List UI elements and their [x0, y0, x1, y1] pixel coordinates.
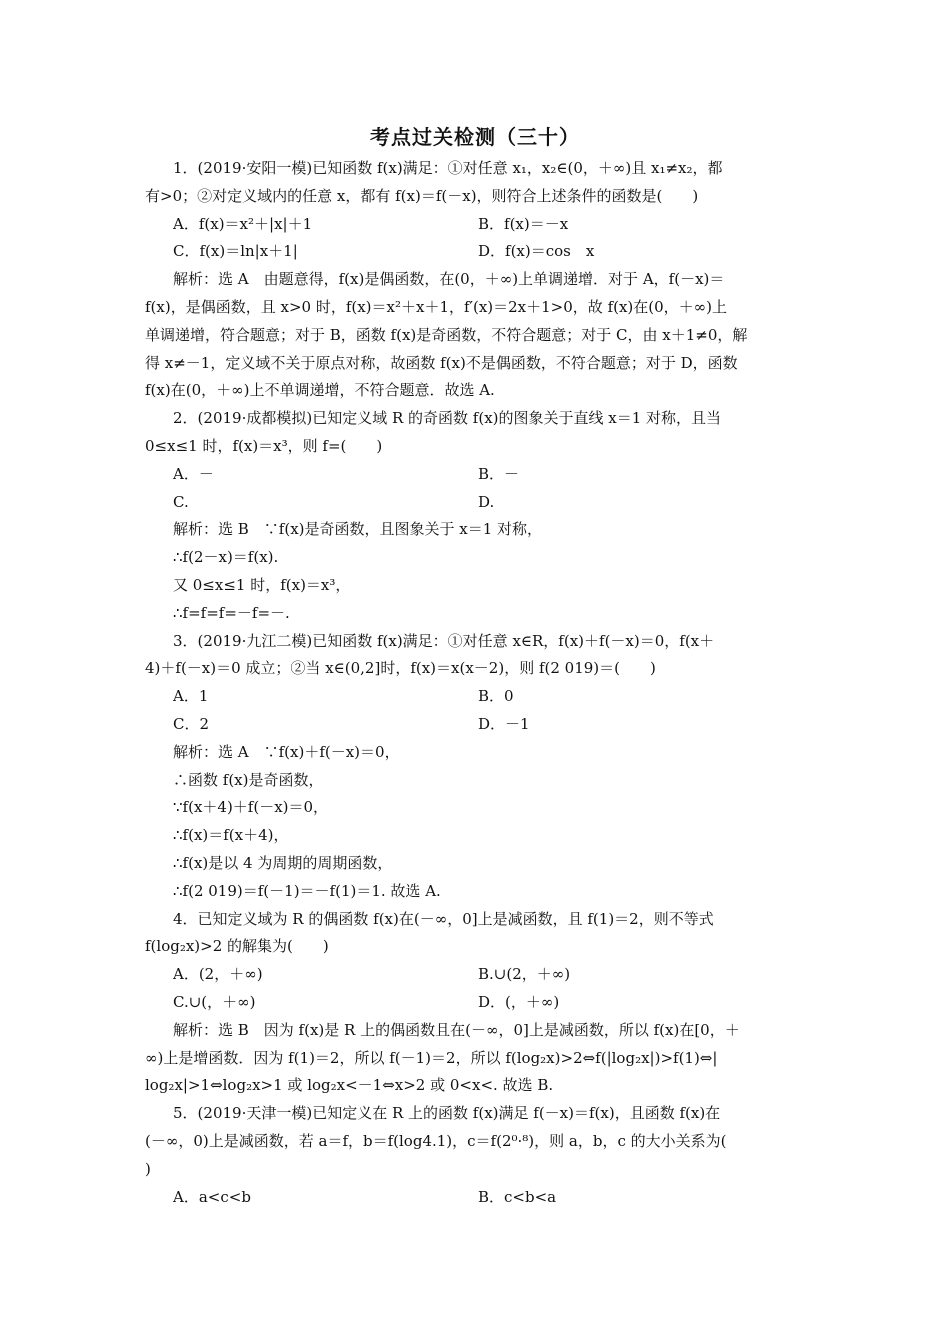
text-line: 4)＋f(－x)＝0 成立；②当 x∈(0,2]时，f(x)＝x(x－2)，则 f(2 019)＝( ): [145, 659, 656, 677]
text-line: 5．(2019·天津一模)已知定义在 R 上的函数 f(x)满足 f(－x)＝f(x)，且函数 f(x)在: [173, 1104, 721, 1122]
text-line: 0≤x≤1 时，f(x)＝x³，则 f=( ): [145, 437, 383, 455]
option-right: D．(，＋∞): [478, 993, 560, 1011]
page-title: 考点过关检测（三十）: [370, 125, 580, 149]
text-line: (－∞，0)上是减函数，若 a＝f，b＝f(log4.1)，c＝f(2⁰·⁸)，则 a，b，c 的大小关系为(: [145, 1132, 727, 1150]
option-right: D．－1: [478, 715, 530, 733]
text-line: 单调递增，符合题意；对于 B，函数 f(x)是奇函数，不符合题意；对于 C，由 x＋1≠0，解: [145, 326, 748, 344]
text-line: ∴f(x)是以 4 为周期的周期函数，: [173, 854, 393, 872]
text-line: 3．(2019·九江二模)已知函数 f(x)满足：①对任意 x∈R，f(x)＋f(－x)＝0，f(x＋: [173, 632, 715, 650]
text-line: 解析：选 A 由题意得，f(x)是偶函数，在(0，＋∞)上单调递增．对于 A，f(－x)＝: [173, 270, 725, 288]
text-line: ∴f(2 019)＝f(－1)＝－f(1)＝1. 故选 A.: [173, 882, 441, 900]
text-line: C．f(x)＝ln|x＋1|: [173, 242, 298, 260]
text-line: A．－: [173, 465, 214, 483]
text-line: ∞)上是增函数．因为 f(1)＝2，所以 f(－1)＝2，所以 f(log₂x)>2⇔f(|log₂x|)>f(1)⇔|: [145, 1049, 718, 1067]
option-right: B．0: [478, 687, 514, 705]
option-right: B．c<b<a: [478, 1188, 557, 1206]
text-line: 得 x≠－1，定义域不关于原点对称，故函数 f(x)不是偶函数，不符合题意；对于 D，函数: [145, 354, 738, 372]
text-line: C.: [173, 493, 189, 511]
text-line: A．1: [173, 687, 209, 705]
text-line: C.∪(，＋∞): [173, 993, 256, 1011]
option-right: D.: [478, 493, 495, 511]
option-right: B．f(x)＝－x: [478, 215, 569, 233]
text-line: f(log₂x)>2 的解集为( ): [145, 937, 329, 955]
text-line: 4．已知定义域为 R 的偶函数 f(x)在(－∞，0]上是减函数，且 f(1)＝2，则不等式: [173, 910, 714, 928]
text-line: A．(2，＋∞): [173, 965, 263, 983]
text-line: 2．(2019·成都模拟)已知定义域 R 的奇函数 f(x)的图象关于直线 x＝1 对称，且当: [173, 409, 722, 427]
text-line: 解析：选 B ∵f(x)是奇函数，且图象关于 x＝1 对称，: [173, 520, 543, 538]
text-line: A．a<c<b: [173, 1188, 251, 1206]
text-line: ): [145, 1160, 151, 1178]
option-right: B.∪(2，＋∞): [478, 965, 571, 983]
text-line: f(x)，是偶函数，且 x>0 时，f(x)＝x²＋x＋1，f′(x)＝2x＋1>0，故 f(x)在(0，＋∞)上: [145, 298, 728, 316]
text-line: ∴f=f=f=－f=－.: [173, 604, 290, 622]
text-line: ∴函数 f(x)是奇函数，: [173, 771, 324, 789]
text-line: f(x)在(0，＋∞)上不单调递增，不符合题意．故选 A.: [145, 381, 495, 399]
text-line: 1．(2019·安阳一模)已知函数 f(x)满足：①对任意 x₁，x₂∈(0，＋∞)且 x₁≠x₂，都: [173, 159, 723, 177]
text-line: ∴f(x)＝f(x＋4)，: [173, 826, 289, 844]
text-line: ∴f(2－x)＝f(x).: [173, 548, 279, 566]
text-line: 有>0；②对定义域内的任意 x，都有 f(x)＝f(－x)，则符合上述条件的函数是( ): [145, 187, 699, 205]
text-line: ∵f(x＋4)＋f(－x)＝0，: [173, 798, 329, 816]
text-line: A．f(x)＝x²＋|x|＋1: [173, 215, 313, 233]
option-right: B．－: [478, 465, 520, 483]
text-line: C．2: [173, 715, 210, 733]
text-line: log₂x|>1⇔log₂x>1 或 log₂x<－1⇔x>2 或 0<x<. 故选 B.: [145, 1076, 554, 1094]
text-line: 又 0≤x≤1 时，f(x)＝x³，: [173, 576, 351, 594]
option-right: D．f(x)＝cos x: [478, 242, 595, 260]
text-line: 解析：选 A ∵f(x)＋f(－x)＝0，: [173, 743, 400, 761]
text-line: 解析：选 B 因为 f(x)是 R 上的偶函数且在(－∞，0]上是减函数，所以 f(x)在[0，＋: [173, 1021, 740, 1039]
